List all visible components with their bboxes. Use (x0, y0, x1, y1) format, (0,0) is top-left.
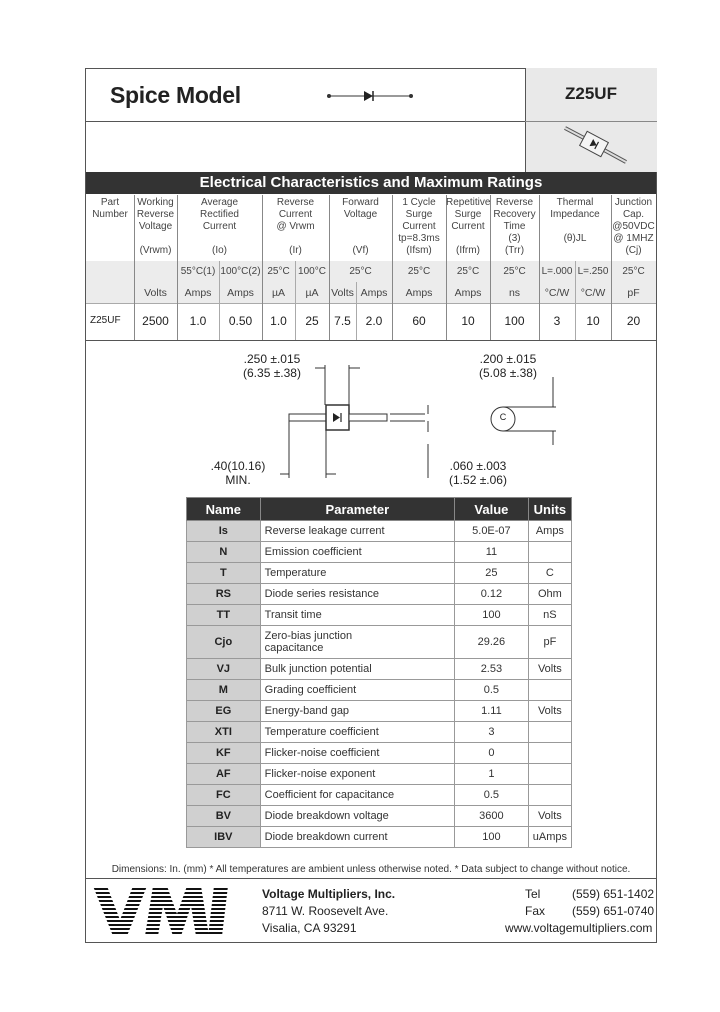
table-row (187, 764, 572, 785)
param-name: KF (187, 743, 261, 764)
col-head-trr: Reverse Recovery Time (3) (Trr) (493, 197, 536, 256)
value-io-100: 0.50 (228, 314, 253, 328)
divider (86, 303, 656, 304)
value-cj: 20 (626, 314, 641, 328)
param-value: 3 (455, 722, 529, 743)
param-description: Grading coefficient (260, 680, 454, 701)
table-row (187, 659, 572, 680)
param-description: Emission coefficient (260, 542, 454, 563)
dim-body-diameter: .200 ±.015 (5.08 ±.38) (479, 352, 537, 380)
col-head-ir: Reverse Current @ Vrwm (Ir) (276, 197, 315, 256)
unit-trr: ns (508, 287, 521, 299)
param-unit (528, 743, 571, 764)
value-part: Z25UF (90, 315, 121, 326)
param-name: AF (187, 764, 261, 785)
dim-lead-diameter: .060 ±.003 (1.52 ±.06) (449, 459, 507, 487)
tel-label: Tel (525, 887, 541, 901)
table-row (187, 827, 572, 848)
divider (86, 340, 656, 341)
value-theta-250: 10 (586, 314, 600, 328)
param-value: 0.12 (455, 584, 529, 605)
param-description: Flicker-noise coefficient (260, 743, 454, 764)
value-theta-000: 3 (553, 314, 561, 328)
cond-ifrm: 25°C (456, 266, 480, 277)
param-value: 100 (455, 605, 529, 626)
param-name: Is (187, 521, 261, 542)
address-line-1: 8711 W. Roosevelt Ave. (262, 904, 389, 918)
param-description: Diode breakdown current (260, 827, 454, 848)
table-row (187, 542, 572, 563)
header-value: Value (455, 498, 529, 521)
value-vrwm: 2500 (142, 314, 169, 328)
column-rule (295, 261, 296, 340)
param-value: 100 (455, 827, 529, 848)
col-head-thermal: Thermal Impedance (θ)JL (550, 197, 600, 244)
tel-number: (559) 651-1402 (572, 887, 655, 901)
cond-ir-25: 25°C (267, 266, 290, 277)
param-unit: pF (528, 626, 571, 659)
cond-ifsm: 25°C (407, 266, 431, 277)
website-link[interactable]: www.voltagemultipliers.com (505, 921, 653, 935)
param-unit: Amps (528, 521, 571, 542)
param-unit (528, 785, 571, 806)
value-ifrm: 10 (461, 314, 475, 328)
param-unit: Volts (528, 806, 571, 827)
cond-trr: 25°C (503, 266, 526, 277)
page-title: Spice Model (110, 82, 241, 108)
col-head-vrwm: Working Reverse Voltage (Vrwm) (136, 197, 175, 256)
vmi-logo (93, 884, 243, 938)
param-value: 29.26 (455, 626, 529, 659)
table-row (187, 521, 572, 542)
unit-io-55: Amps (184, 287, 212, 299)
table-row (187, 806, 572, 827)
param-unit (528, 680, 571, 701)
param-description: Coefficient for capacitance (260, 785, 454, 806)
param-unit: uAmps (528, 827, 571, 848)
param-value: 2.53 (455, 659, 529, 680)
value-trr: 100 (504, 314, 525, 328)
param-unit (528, 722, 571, 743)
cond-vf: 25°C (349, 266, 372, 277)
param-name: RS (187, 584, 261, 605)
header-name: Name (187, 498, 261, 521)
cond-io-55: 55°C(1) (180, 266, 216, 277)
table-row (187, 605, 572, 626)
divider (86, 878, 656, 879)
param-description: Diode series resistance (260, 584, 454, 605)
param-description: Transit time (260, 605, 454, 626)
param-value: 0.5 (455, 680, 529, 701)
cond-theta-250: L=.250 (577, 266, 609, 277)
unit-ir-100: µA (305, 287, 319, 299)
param-description: Flicker-noise exponent (260, 764, 454, 785)
table-row (187, 626, 572, 659)
table-row (187, 785, 572, 806)
divider (86, 121, 525, 122)
unit-vf: Volts (331, 287, 354, 299)
param-unit (528, 764, 571, 785)
param-name: N (187, 542, 261, 563)
param-name: Cjo (187, 626, 261, 659)
header-parameter: Parameter (260, 498, 454, 521)
table-row (187, 584, 572, 605)
address-line-2: Visalia, CA 93291 (262, 921, 357, 935)
table-row (187, 743, 572, 764)
param-unit: C (528, 563, 571, 584)
param-description: Temperature coefficient (260, 722, 454, 743)
param-name: M (187, 680, 261, 701)
param-value: 11 (455, 542, 529, 563)
param-name: TT (187, 605, 261, 626)
table-row (187, 701, 572, 722)
diode-symbol-icon (326, 88, 414, 104)
param-value: 5.0E-07 (455, 521, 529, 542)
fax-label: Fax (525, 904, 546, 918)
param-name: IBV (187, 827, 261, 848)
dim-body-length: .250 ±.015 (6.35 ±.38) (243, 352, 301, 380)
cond-theta-000: L=.000 (541, 266, 573, 277)
header-units: Units (528, 498, 571, 521)
spice-parameter-table (186, 497, 572, 848)
unit-io-100: Amps (227, 287, 254, 299)
unit-cj: pF (627, 287, 640, 299)
col-head-ifrm: Repetitive Surge Current (Ifrm) (446, 197, 491, 256)
electrical-heading: Electrical Characteristics and Maximum Ratings (86, 172, 656, 194)
value-io-55: 1.0 (189, 314, 207, 328)
fax-number: (559) 651-0740 (572, 904, 655, 918)
param-description: Zero-bias junction capacitance (260, 626, 454, 659)
company-name: Voltage Multipliers, Inc. (262, 887, 396, 901)
column-rule (575, 261, 576, 340)
value-ifsm: 60 (412, 314, 426, 328)
param-unit (528, 542, 571, 563)
param-description: Energy-band gap (260, 701, 454, 722)
param-name: FC (187, 785, 261, 806)
param-unit: Volts (528, 659, 571, 680)
unit-ir-25: µA (271, 287, 286, 299)
param-name: VJ (187, 659, 261, 680)
column-rule (219, 261, 220, 340)
param-description: Bulk junction potential (260, 659, 454, 680)
param-value: 0 (455, 743, 529, 764)
part-number: Z25UF (565, 84, 617, 103)
value-vf: 7.5 (334, 314, 351, 328)
col-head-part: Part Number (92, 197, 128, 220)
cond-io-100: 100°C(2) (220, 266, 261, 277)
param-name: BV (187, 806, 261, 827)
param-value: 1.11 (455, 701, 529, 722)
param-value: 0.5 (455, 785, 529, 806)
cond-cj: 25°C (622, 266, 645, 277)
param-unit: Volts (528, 701, 571, 722)
param-value: 3600 (455, 806, 529, 827)
value-vf-amps: 2.0 (365, 314, 383, 328)
param-description: Diode breakdown voltage (260, 806, 454, 827)
param-name: T (187, 563, 261, 584)
col-head-ifsm: 1 Cycle Surge Current tp=8.3ms (Ifsm) (398, 197, 440, 256)
param-value: 1 (455, 764, 529, 785)
cond-ir-100: 100°C (298, 266, 326, 277)
param-name: EG (187, 701, 261, 722)
param-unit: nS (528, 605, 571, 626)
param-unit: Ohm (528, 584, 571, 605)
end-view-label: C (499, 412, 507, 422)
outline-drawing (260, 350, 580, 490)
table-row (187, 680, 572, 701)
col-head-io: Average Rectified Current (Io) (200, 197, 239, 256)
table-row (187, 722, 572, 743)
diode-package-icon (560, 122, 632, 170)
value-ir-100: 25 (305, 314, 319, 328)
param-description: Reverse leakage current (260, 521, 454, 542)
unit-theta-000: °C/W (544, 287, 570, 299)
unit-ifsm: Amps (405, 287, 433, 299)
param-description: Temperature (260, 563, 454, 584)
dim-lead-length: .40(10.16) MIN. (210, 459, 266, 487)
col-head-cj: Junction Cap. @50VDC @ 1MHZ (Cj) (612, 197, 655, 256)
unit-theta-250: °C/W (580, 287, 606, 299)
table-row (187, 563, 572, 584)
unit-ifrm: Amps (454, 287, 482, 299)
param-name: XTI (187, 722, 261, 743)
footnote: Dimensions: In. (mm) * All temperatures are ambient unless otherwise noted. * Data subject to change without notice. (111, 864, 631, 875)
unit-vrwm: Volts (144, 287, 167, 299)
value-ir-25: 1.0 (270, 314, 287, 328)
col-head-vf: Forward Voltage (Vf) (342, 197, 379, 256)
param-value: 25 (455, 563, 529, 584)
unit-vf-amps: Amps (360, 287, 388, 299)
